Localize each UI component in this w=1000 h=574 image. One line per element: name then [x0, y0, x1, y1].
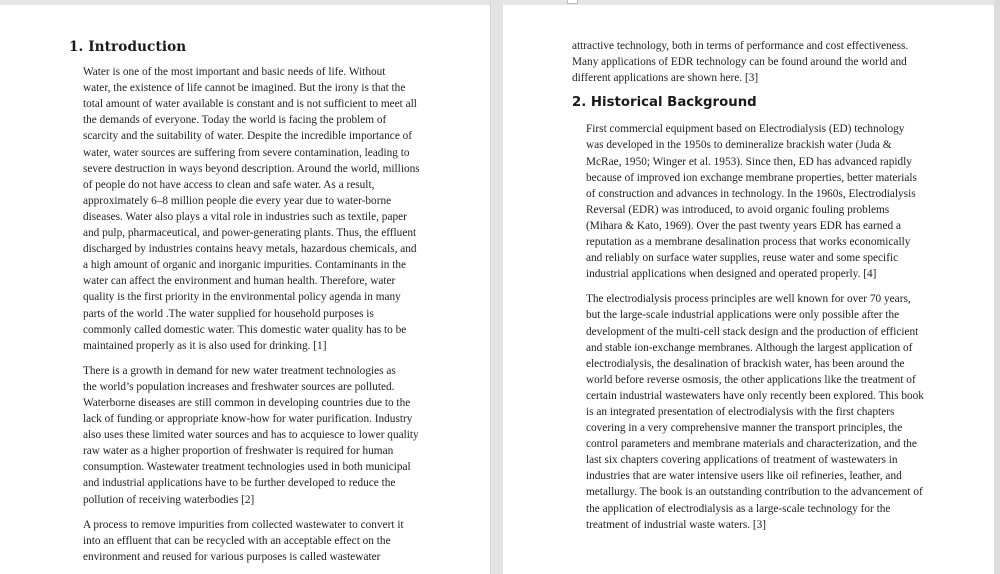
document-page-right — [503, 5, 994, 574]
text-line: Waterborne diseases are still common in developing countries due to the — [83, 396, 411, 409]
paragraph — [69, 64, 420, 354]
text-line: McRae, 1950; Winger et al. 1953). Since then, ED has advanced rapidly — [586, 155, 912, 168]
text-line: There is a growth in demand for new water treatment technologies as — [83, 364, 396, 377]
text-line: diseases. Water also plays a vital role in industries such as textile, paper — [83, 210, 407, 223]
text-line: water, water sources are suffering from severe contamination, leading to — [83, 146, 410, 159]
paragraph — [572, 291, 930, 532]
text-line: attractive technology, both in terms of performance and cost effectiveness. — [572, 40, 909, 52]
text-line: approximately 6–8 million people die every year due to water-borne — [83, 194, 392, 207]
paragraph — [572, 121, 930, 282]
text-line: the world’s population increases and freshwater sources are polluted. — [83, 380, 395, 393]
text-line: water, the existence of life cannot be imagined. But the irony is that the — [83, 82, 406, 95]
text-line: and reliably on surface water supplies, reuse water and some specific — [586, 252, 899, 265]
section-heading-introduction: 1. Introduction — [69, 39, 187, 55]
text-line: control parameters and membrane materials and characterization, and the — [586, 438, 917, 451]
text-line: and industrial applications have to be further developed to reduce the — [83, 477, 396, 490]
text-line: last six chapters covering applications of treatment of wastewaters in — [586, 454, 898, 467]
page-marker-icon — [567, 0, 578, 4]
text-line: of construction and advances in technology. In the 1960s, Electrodialysis — [586, 187, 916, 200]
text-line: The electrodialysis process principles are well known for over 70 years, — [586, 293, 911, 306]
text-line: (Mihara & Kato, 1969). Over the past twenty years EDR has earned a — [586, 219, 901, 232]
document-page-left — [0, 5, 490, 574]
text-line: and stable ion-exchange membranes. Although the largest application of — [586, 341, 913, 354]
text-line: consumption. Wastewater treatment technologies used in both municipal — [83, 461, 411, 474]
text-line: different applications are shown here. [3] — [572, 72, 759, 85]
text-line: pollution of receiving waterbodies [2] — [83, 493, 255, 506]
text-line: discharged by industries contains heavy metals, hazardous chemicals, and — [83, 243, 417, 256]
text-line: world before reverse osmosis, the other applications like the treatment of — [586, 373, 916, 386]
text-line: the demands of everyone. Today the world is facing the problem of — [83, 114, 387, 127]
text-line: a high amount of organic and inorganic impurities. Contaminants in the — [83, 259, 407, 272]
text-line: Many applications of EDR technology can be found around the world and — [572, 56, 907, 69]
text-line: environment and reused for various purposes is called wastewater — [83, 550, 381, 563]
text-line: reputation as a membrane desalination process that works economically — [586, 236, 911, 249]
text-line: quality is the first priority in the environmental policy agenda in many — [83, 291, 401, 304]
paragraph — [69, 517, 414, 565]
text-line: treatment of industrial waste waters. [3] — [586, 518, 767, 531]
text-line: of people do not have access to clean and safe water. As a result, — [83, 178, 375, 191]
text-line: the application of electrodialysis as a large-scale technology for the — [586, 502, 891, 515]
text-line: electrodialysis, the desalination of brackish water, has been around the — [586, 357, 905, 370]
text-line: because of improved ion exchange membrane properties, better materials — [586, 171, 917, 184]
text-line: raw water as a higher proportion of freshwater is required for human — [83, 445, 394, 458]
text-line: severe destruction in ways beyond description. Around the world, millions — [83, 162, 420, 175]
text-line: scarcity and the suitability of water. Despite the incredible importance of — [83, 130, 413, 143]
viewer-right-edge — [994, 0, 1000, 574]
text-line: total amount of water available is constant and is not sufficient to meet all — [83, 98, 417, 111]
text-line: maintained properly as it is also used for drinking. [1] — [83, 339, 327, 352]
text-line: First commercial equipment based on Electrodialysis (ED) technology — [586, 123, 905, 136]
text-line: was developed in the 1950s to demineralize brackish water (Juda & — [586, 139, 892, 152]
text-line: water can affect the environment and human health. Therefore, water — [83, 275, 396, 288]
page-gutter — [490, 0, 503, 574]
page-content — [69, 39, 420, 574]
text-line: into an effluent that can be recycled with an acceptable effect on the — [83, 534, 391, 547]
text-line: metallurgy. The book is an outstanding contribution to the advancement of — [586, 486, 923, 499]
text-line: certain industrial wastewaters have only recently been explored. This book — [586, 389, 924, 402]
text-line: and pulp, pharmaceutical, and power-generating plants. Thus, the effluent — [83, 227, 417, 240]
text-line: covering in a very comprehensive manner the transport principles, the — [586, 422, 903, 435]
paragraph-continuation — [572, 38, 930, 86]
page-content — [572, 38, 930, 542]
text-line: is an integrated presentation of electrodialysis with the first chapters — [586, 405, 895, 418]
text-line: industrial applications when designed and operated properly. [4] — [586, 268, 877, 281]
text-line: Water is one of the most important and basic needs of life. Without — [83, 66, 386, 79]
text-line: Reversal (EDR) was introduced, to avoid organic fouling problems — [586, 203, 890, 216]
text-line: commonly called domestic water. This domestic water quality has to be — [83, 323, 407, 336]
paragraph — [69, 363, 419, 508]
text-line: development of the multi-cell stack design and the production of efficient — [586, 325, 919, 338]
text-line: A process to remove impurities from collected wastewater to convert it — [83, 518, 404, 531]
section-heading-historical-background: 2. Historical Background — [572, 95, 757, 111]
text-line: parts of the world .The water supplied for household purposes is — [83, 307, 374, 320]
text-line: but the large-scale industrial applications were only possible after the — [586, 309, 900, 322]
text-line: industries that are water intensive users like oil refineries, leather, and — [586, 470, 902, 483]
text-line: also uses these limited water sources and has to acquiesce to lower quality — [83, 429, 419, 442]
text-line: lack of funding or appropriate know-how for water purification. Industry — [83, 413, 413, 426]
